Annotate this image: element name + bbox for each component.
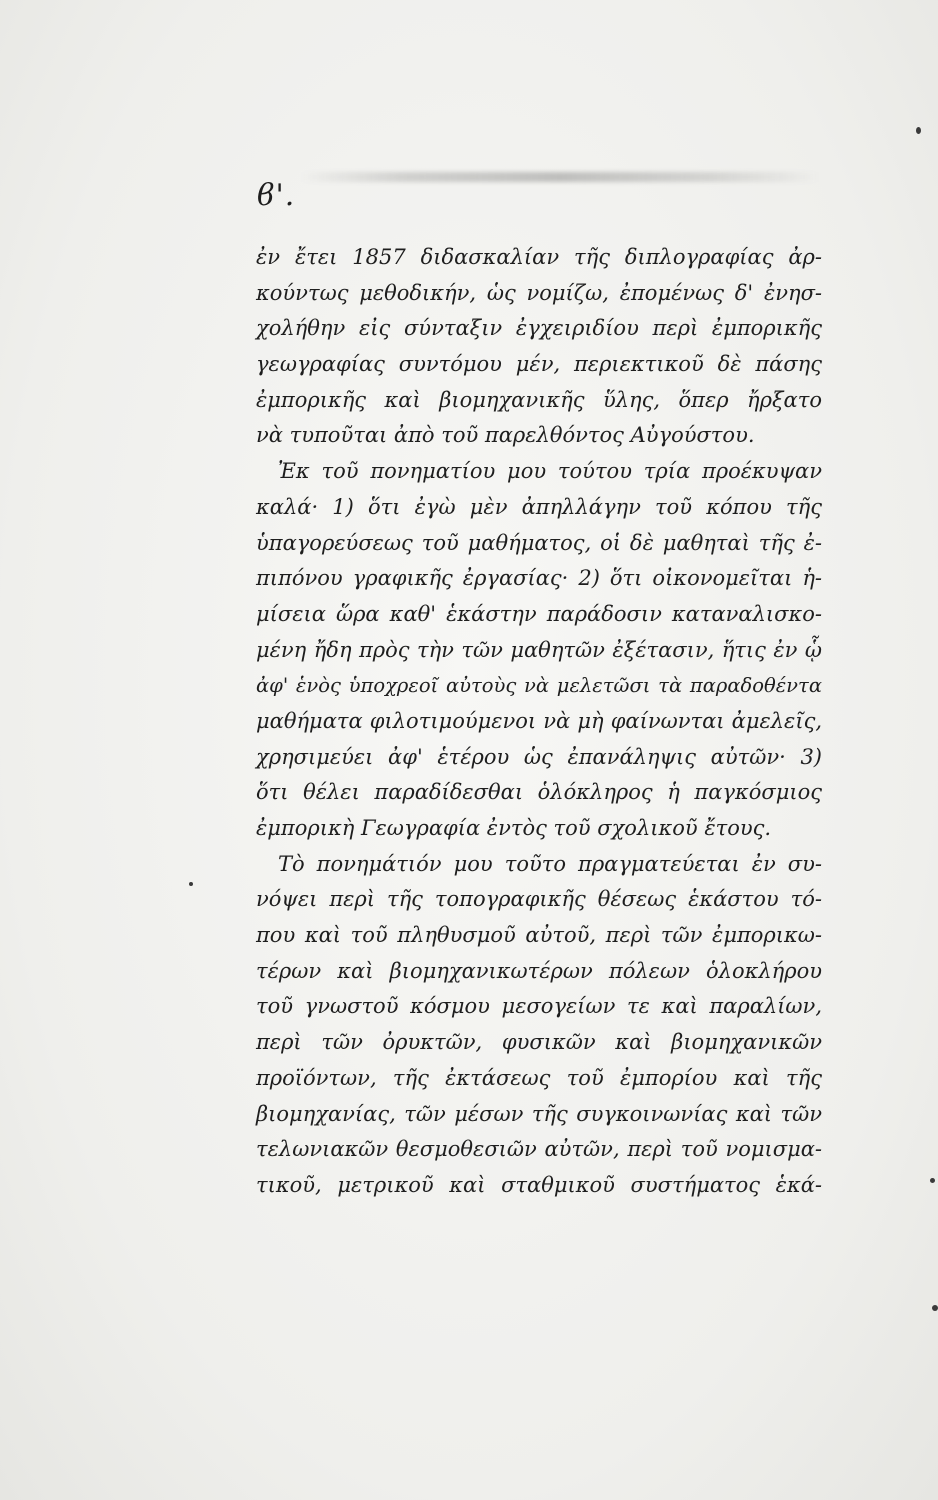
text-line: ὅτι θέλει παραδίδεσθαι ὁλόκληρος ἡ παγκόσμιος xyxy=(256,780,822,805)
text-line: Τὸ πονημάτιόν μου τοῦτο πραγματεύεται ἐν συ- xyxy=(278,851,822,876)
text-line: μαθήματα φιλοτιμούμενοι νὰ μὴ φαίνωνται ἀμελεῖς, xyxy=(256,708,822,733)
text-line: τικοῦ, μετρικοῦ καὶ σταθμικοῦ συστήματος ἑκά- xyxy=(256,1172,822,1197)
page-number: ϐ'. xyxy=(257,178,296,213)
scan-speck xyxy=(916,127,921,134)
text-line: χρησιμεύει ἀφ' ἑτέρου ὡς ἐπανάληψις αὐτῶν· 3) xyxy=(256,744,822,769)
text-line: ὑπαγορεύσεως τοῦ μαθήματος, οἱ δὲ μαθηταὶ τῆς ἐ- xyxy=(256,530,822,555)
text-line: που καὶ τοῦ πληθυσμοῦ αὐτοῦ, περὶ τῶν ἐμπορικω- xyxy=(256,923,822,948)
scan-speck xyxy=(932,1305,938,1311)
text-line: ἀφ' ἑνὸς ὑποχρεοῖ αὐτοὺς νὰ μελετῶσι τὰ παραδοθέντα xyxy=(256,674,822,698)
body-text xyxy=(256,240,822,1204)
text-line: τελωνιακῶν θεσμοθεσιῶν αὐτῶν, περὶ τοῦ νομισμα- xyxy=(256,1137,822,1162)
text-line: νόψει περὶ τῆς τοπογραφικῆς θέσεως ἑκάστου τό- xyxy=(256,887,822,912)
text-line: περὶ τῶν ὀρυκτῶν, φυσικῶν καὶ βιομηχανικῶν xyxy=(256,1030,822,1055)
text-line: πιπόνου γραφικῆς ἐργασίας· 2) ὅτι οἰκονομεῖται ἡ- xyxy=(256,566,822,591)
text-line: ἐμπορικῆς καὶ βιομηχανικῆς ὕλης, ὅπερ ἤρξατο xyxy=(256,387,822,412)
scan-speck xyxy=(930,1178,935,1183)
text-line: ἐμπορικὴ Γεωγραφία ἐντὸς τοῦ σχολικοῦ ἔτους. xyxy=(256,816,772,840)
text-line: χολήθην εἰς σύνταξιν ἐγχειριδίου περὶ ἐμπορικῆς xyxy=(256,316,822,341)
text-line: τέρων καὶ βιομηχανικωτέρων πόλεων ὁλοκλήρου xyxy=(256,958,822,983)
scan-speck xyxy=(189,882,193,886)
text-line: γεωγραφίας συντόμου μέν, περιεκτικοῦ δὲ πάσης xyxy=(256,352,822,377)
text-line: μίσεια ὥρα καθ' ἑκάστην παράδοσιν καταναλισκο- xyxy=(256,601,822,626)
text-line: καλά· 1) ὅτι ἐγὼ μὲν ἀπηλλάγην τοῦ κόπου τῆς xyxy=(256,494,822,519)
text-line: ἐν ἔτει 1857 διδασκαλίαν τῆς διπλογραφίας ἀρ- xyxy=(256,245,822,269)
text-line: προϊόντων, τῆς ἐκτάσεως τοῦ ἐμπορίου καὶ τῆς xyxy=(256,1065,822,1090)
show-through-smudge xyxy=(300,172,820,182)
text-line: τοῦ γνωστοῦ κόσμου μεσογείων τε καὶ παραλίων, xyxy=(256,994,822,1019)
text-line: Ἐκ τοῦ πονηματίου μου τούτου τρία προέκυψαν xyxy=(278,459,822,484)
text-line: κούντως μεθοδικήν, ὡς νομίζω, ἐπομένως δ' ἐνησ- xyxy=(256,280,822,305)
text-line: βιομηχανίας, τῶν μέσων τῆς συγκοινωνίας καὶ τῶν xyxy=(256,1101,822,1126)
text-line: νὰ τυποῦται ἀπὸ τοῦ παρελθόντος Αὐγούστου. xyxy=(256,423,755,448)
text-line: μένη ἤδη πρὸς τὴν τῶν μαθητῶν ἐξέτασιν, ἥτις ἐν ᾧ xyxy=(256,637,822,662)
